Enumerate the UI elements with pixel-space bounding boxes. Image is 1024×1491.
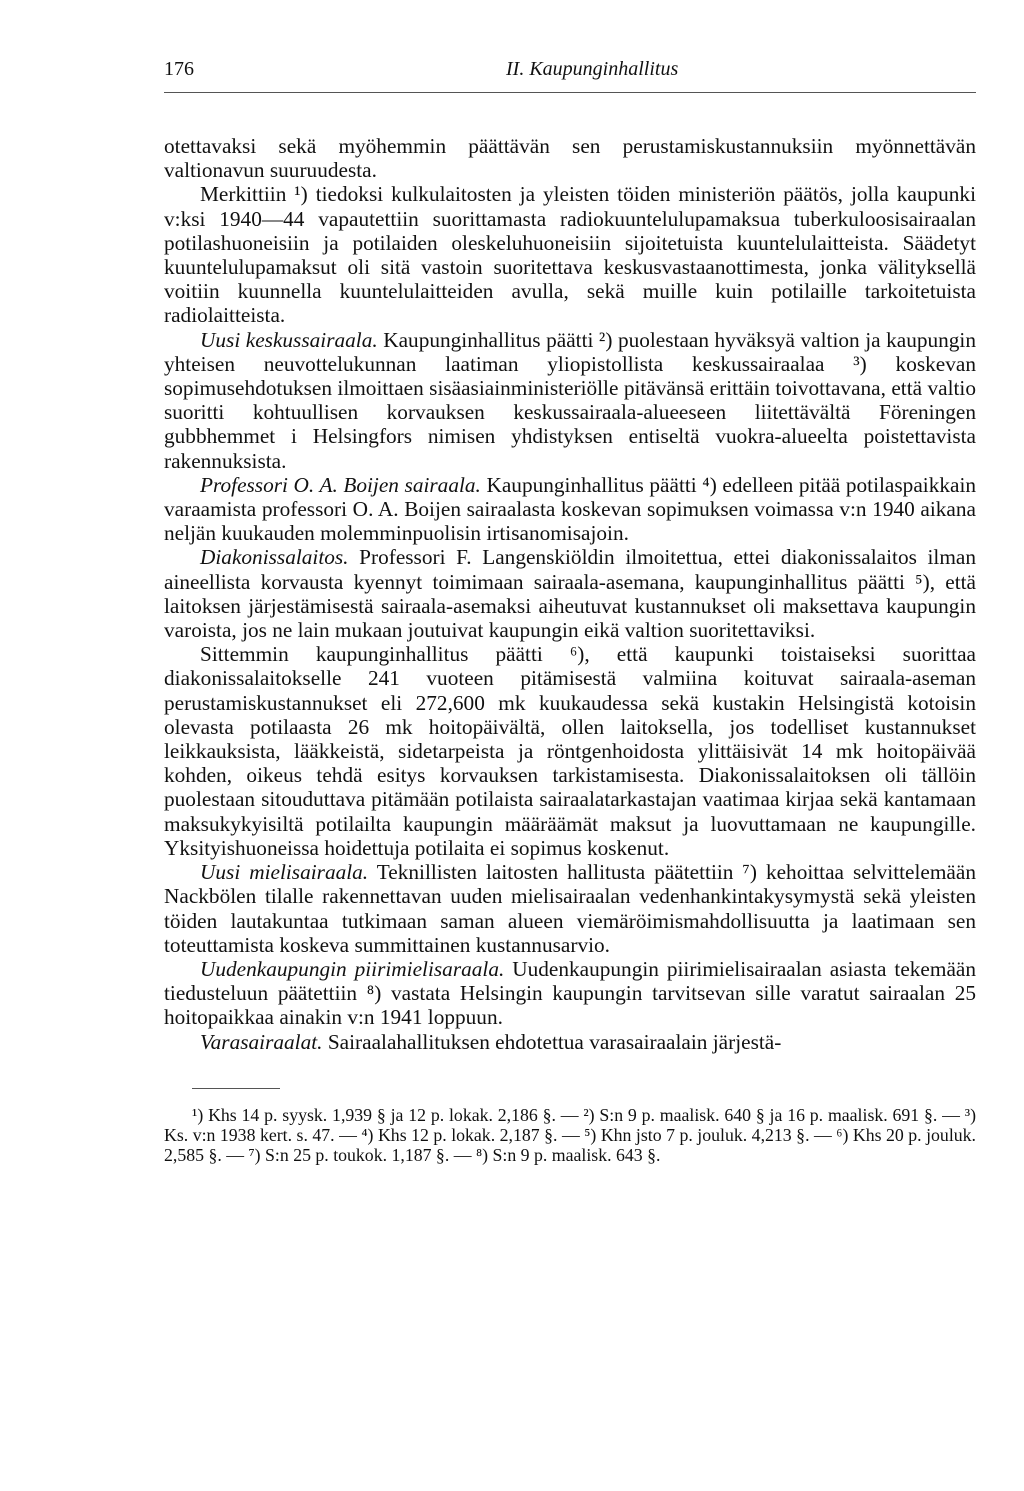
section-heading: Professori O. A. Boijen sairaala. bbox=[200, 472, 481, 497]
paragraph bbox=[164, 473, 976, 546]
paragraph bbox=[164, 545, 976, 642]
paragraph-text: Sittemmin kaupunginhallitus päätti ⁶), että kaupunki toistaiseksi suorittaa diakonissalaitokselle 241 vuoteen pitämisestä valmiina koituvat sairaala-aseman perustamiskustannukset eli 272,600 mk kuukaudessa sekä kustakin Helsingistä kotoisin olevasta potilaasta 26 mk hoitopäivältä, ollen laitoksella, jos todelliset kustannukset leikkauksista, lääkkeistä, sidetarpeista ja röntgenhoidosta ylittäisivät 14 mk hoitopäivää kohden, oikeus tehdä esitys korvauksen tarkistamisesta. Diakonissalaitoksen oli tällöin puolestaan sitouduttava pitämään potilaista sairaalatarkastajan vaatimaa kirjaa sekä kantamaan maksukykyisiltä potilailta kaupungin määräämät maksut ja luovuttamaan ne kaupungille. Yksityishuoneissa hoidettuja potilaita ei sopimus koskenut. bbox=[164, 642, 976, 860]
paragraph bbox=[164, 134, 976, 182]
section-heading: Uusi keskussairaala. bbox=[200, 327, 378, 352]
paragraph bbox=[164, 182, 976, 327]
paragraph bbox=[164, 328, 976, 473]
section-heading: Uusi mielisairaala. bbox=[200, 860, 369, 885]
paragraph-text: Uudenkaupungin piirimielisairaalan asiasta tekemään tiedusteluun päätettiin ⁸) vastata Helsingin kaupungin tarvitsevan sille varatut sairaalan 25 hoitopaikkaa ainakin v:n 1941 loppuun. bbox=[164, 956, 976, 1030]
footnote-rule bbox=[192, 1088, 280, 1089]
paragraph-text: Kaupunginhallitus päätti ²) puolestaan hyväksyä valtion ja kaupungin yhteisen neuvottelukunnan laatiman yliopistollista keskussairaalaa ³) koskevan sopimusehdotuksen ilmoittaen sisäasiainministeriölle pitävänsä erittäin toivottavana, että valtio suoritti kohtuullisen korvauksen keskussairaala-alueeseen liitettävältä Föreningen gubbhemmet i Helsingfors nimisen yhdistyksen entiseltä vuokra-alueelta poistettavista rakennuksista. bbox=[164, 327, 976, 473]
paragraph bbox=[164, 860, 976, 957]
section-heading: Diakonissalaitos. bbox=[200, 545, 349, 570]
paragraph-text: Professori F. Langenskiöldin ilmoitettua, ettei diakonissalaitos ilman aineellista korvausta kyennyt toimimaan sairaala-asemana, kaupunginhallitus päätti ⁵), että laitoksen järjestämisestä sairaala-asemaksi aiheutuvat kustannukset oli maksettava kaupungin varoista, jos ne lain mukaan joutuivat kaupungin eikä valtion suoritettaviksi. bbox=[164, 545, 977, 643]
paragraph bbox=[164, 957, 976, 1030]
section-heading: Uudenkaupungin piirimielisaraala. bbox=[200, 956, 505, 981]
footnotes: ¹) Khs 14 p. syysk. 1,939 § ja 12 p. lokak. 2,186 §. — ²) S:n 9 p. maalisk. 640 § ja 16 p. maalisk. 691 §. — ³) Ks. v:n 1938 kert. s. 47. — ⁴) Khs 12 p. lokak. 2,187 §. — ⁵) Khn jsto 7 p. jouluk. 4,213 §. — ⁶) Khs 20 p. jouluk. 2,585 §. — ⁷) S:n 25 p. toukok. 1,187 §. — ⁸) S:n 9 p. maalisk. 643 §. bbox=[164, 1104, 976, 1165]
running-head: II. Kaupunginhallitus bbox=[506, 58, 679, 80]
paragraph-text: Merkittiin ¹) tiedoksi kulkulaitosten ja yleisten töiden ministeriön päätös, jolla kaupunki v:ksi 1940—44 vapautettiin suorittamasta radiokuuntelulupamaksua tuberkuloosisairaalan potilashuoneisiin ja potilaiden oleskeluhuoneisiin sijoitetuista kuuntelulaitteista. Säädetyt kuuntelulupamaksut oli sitä vastoin suoritettava keskusvastaanottimesta, jonka välityksellä voitiin kuunnella kuuntelulaitteiden avulla, sekä muille kuin potilaille tarkoitetuista radiolaitteista. bbox=[164, 182, 976, 328]
body-text bbox=[164, 134, 976, 1054]
page-header bbox=[164, 58, 976, 88]
paragraph bbox=[164, 642, 976, 860]
paragraph-text: otettavaksi sekä myöhemmin päättävän sen perustamiskustannuksiin myönnettävän valtionavun suuruudesta. bbox=[164, 134, 976, 183]
document-page bbox=[164, 58, 976, 1165]
paragraph-text: Teknillisten laitosten hallitusta päätettiin ⁷) kehoittaa selvittelemään Nackbölen tilalle rakennettavan uuden mielisairaalan vedenhankintakysymystä sekä yleisten töiden lautakuntaa tutkimaan saman alueen viemäröimismahdollisuutta ja laatimaan sen toteuttamista koskeva summittainen kustannusarvio. bbox=[164, 860, 976, 957]
paragraph-text: Kaupunginhallitus päätti ⁴) edelleen pitää potilaspaikkain varaamista professori O. A. Boijen sairaalasta koskevan sopimuksen voimassa v:n 1940 aikana neljän kuukauden molemminpuolisin irtisanomisajoin. bbox=[164, 472, 977, 546]
section-heading: Varasairaalat. bbox=[200, 1029, 323, 1054]
header-rule bbox=[164, 92, 976, 93]
paragraph-text: Sairaalahallituksen ehdotettua varasairaalain järjestä- bbox=[327, 1029, 782, 1054]
paragraph bbox=[164, 1030, 976, 1054]
page-number: 176 bbox=[164, 58, 194, 80]
